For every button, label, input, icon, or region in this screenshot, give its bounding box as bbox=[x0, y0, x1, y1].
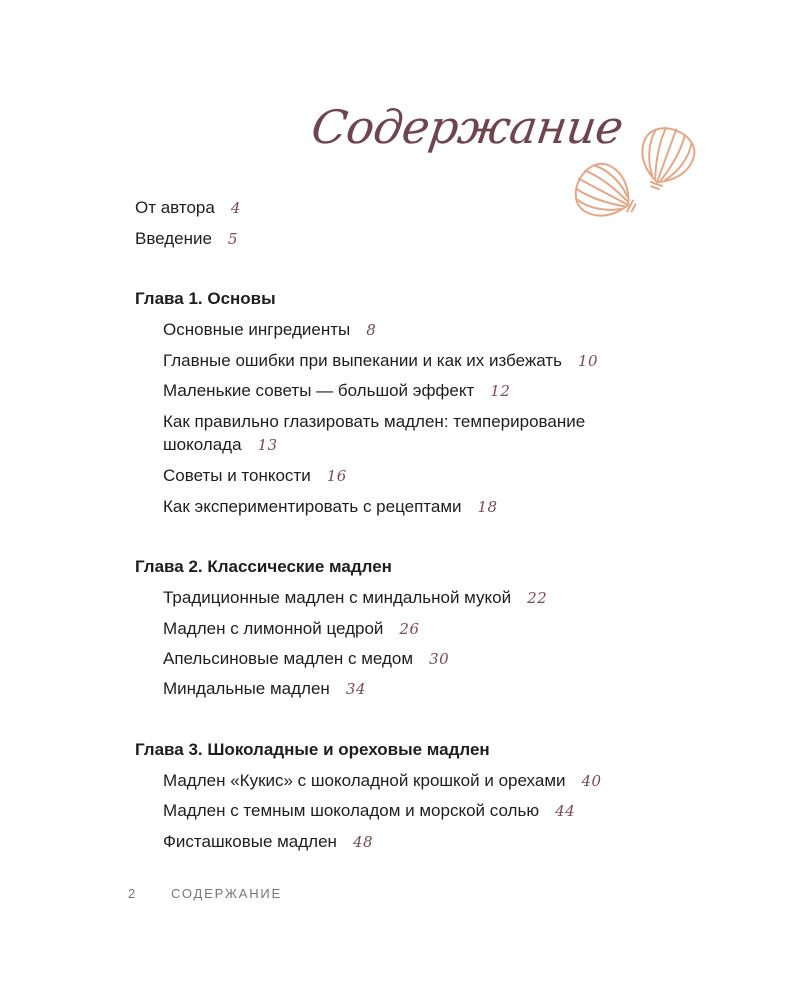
toc-entry-page: 48 bbox=[352, 833, 374, 851]
footer-section-title: СОДЕРЖАНИЕ bbox=[171, 886, 283, 901]
toc-entry-page: 12 bbox=[490, 382, 511, 400]
toc-entry[interactable] bbox=[163, 617, 683, 641]
page-footer bbox=[128, 886, 282, 901]
chapter-1-heading: Глава 1. Основы bbox=[135, 289, 276, 308]
toc-entry-label: Введение bbox=[135, 229, 212, 248]
toc-entry[interactable] bbox=[163, 318, 683, 342]
toc-entry-label: Как правильно глазировать мадлен: темперирование шоколада bbox=[163, 412, 586, 454]
toc-entry-label: Основные ингредиенты bbox=[163, 320, 351, 339]
toc-entry[interactable] bbox=[163, 586, 683, 610]
toc-entry-page: 44 bbox=[555, 802, 576, 820]
toc-entry-page: 8 bbox=[366, 321, 377, 339]
chapter-3-heading: Глава 3. Шоколадные и ореховые мадлен bbox=[135, 740, 490, 759]
toc-entry-label: Главные ошибки при выпекании и как их избежать bbox=[163, 351, 562, 370]
toc-entry-label: Советы и тонкости bbox=[163, 466, 311, 485]
toc-entry[interactable] bbox=[163, 410, 653, 457]
toc-entry-page: 5 bbox=[227, 230, 239, 248]
toc-entry[interactable] bbox=[163, 677, 683, 701]
toc-entry-label: Мадлен «Кукис» с шоколадной крошкой и орехами bbox=[163, 771, 566, 790]
toc-entry-page: 30 bbox=[429, 650, 450, 668]
toc-entry-page: 16 bbox=[326, 467, 347, 485]
toc-entry-page: 22 bbox=[527, 589, 548, 607]
toc-entry-label: Апельсиновые мадлен с медом bbox=[163, 649, 414, 668]
toc-entry[interactable] bbox=[163, 769, 683, 793]
toc-entry-label: Миндальные мадлен bbox=[163, 679, 330, 698]
toc-entry[interactable] bbox=[163, 799, 683, 823]
toc-entry-label: Мадлен с лимонной цедрой bbox=[163, 619, 384, 638]
toc-entry[interactable] bbox=[163, 495, 683, 519]
toc-entry-author[interactable] bbox=[135, 196, 241, 220]
toc-entry[interactable] bbox=[163, 349, 683, 373]
toc-entry-label: От автора bbox=[135, 198, 215, 217]
chapter-2-heading: Глава 2. Классические мадлен bbox=[135, 557, 392, 576]
toc-entry-page: 40 bbox=[581, 772, 602, 790]
toc-entry-page: 13 bbox=[257, 436, 278, 454]
toc-entry-label: Маленькие советы — большой эффект bbox=[163, 381, 475, 400]
toc-entry-label: Мадлен с темным шоколадом и морской солью bbox=[163, 801, 540, 820]
toc-entry-page: 26 bbox=[399, 620, 420, 638]
toc-entry-page: 34 bbox=[345, 680, 366, 698]
page-title: Содержание bbox=[308, 100, 627, 154]
madeleine-shell-icon bbox=[560, 110, 710, 230]
toc-entry[interactable] bbox=[163, 647, 683, 671]
toc-entry-page: 10 bbox=[577, 352, 599, 370]
toc-entry-label: Традиционные мадлен с миндальной мукой bbox=[163, 588, 512, 607]
toc-entry[interactable] bbox=[163, 379, 683, 403]
toc-entry[interactable] bbox=[163, 464, 683, 488]
toc-entry[interactable] bbox=[163, 830, 683, 854]
toc-entry-label: Фисташковые мадлен bbox=[163, 832, 337, 851]
toc-entry-page: 18 bbox=[477, 498, 498, 516]
toc-entry-label: Как экспериментировать с рецептами bbox=[163, 497, 462, 516]
toc-entry-introduction[interactable] bbox=[135, 227, 238, 251]
footer-page-number: 2 bbox=[128, 886, 138, 901]
toc-entry-page: 4 bbox=[230, 199, 241, 217]
